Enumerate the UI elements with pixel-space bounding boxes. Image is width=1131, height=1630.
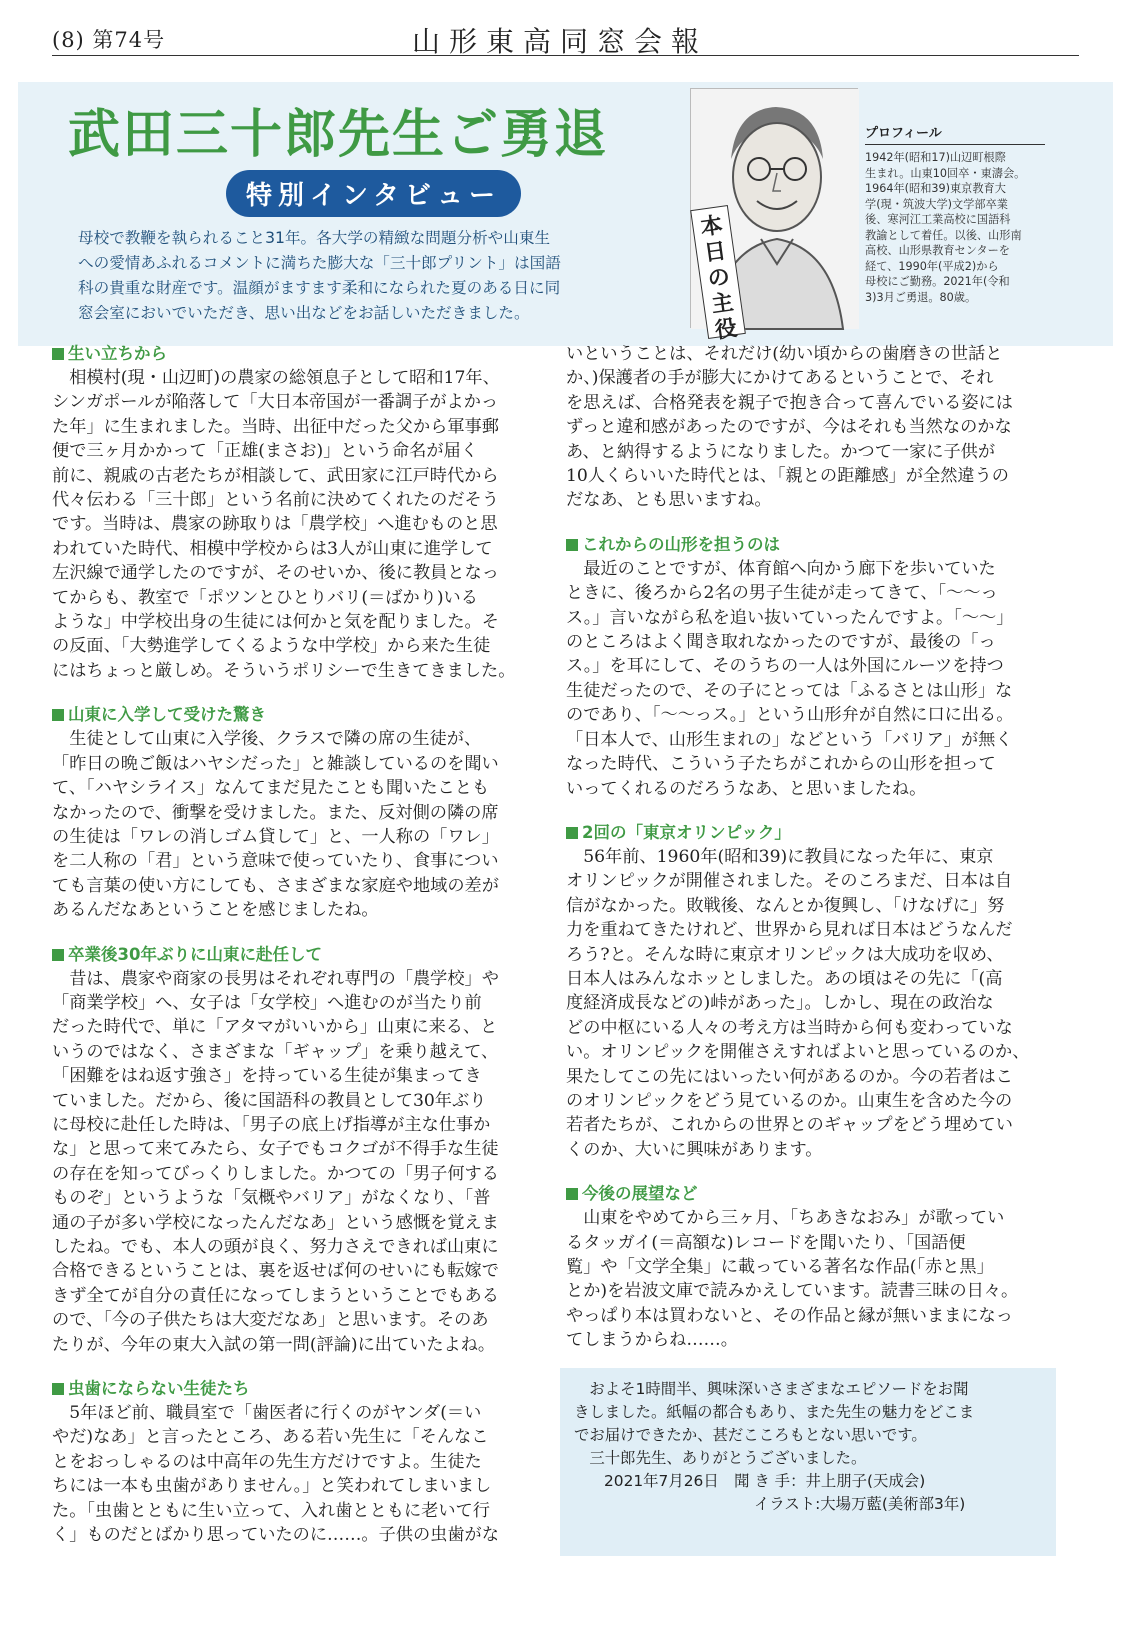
body-line: 代々伝わる「三十郎」という名前に決めてくれたのだそう	[52, 490, 499, 511]
body-line: な」と思って来てみたら、女子でもコクゴが不得手な生徒	[52, 1139, 499, 1160]
body-line: 前に、親戚の古老たちが相談して、武田家に江戸時代から	[52, 465, 499, 486]
body-line: たりが、今年の東大入試の第一問(評論)に出ていたよね。	[52, 1334, 496, 1355]
body-line: を二人称の「君」という意味で使っていたり、食事につい	[52, 851, 499, 872]
section-heading: 今後の展望など	[566, 1182, 1064, 1206]
profile-heading: プロフィール	[865, 122, 1045, 145]
body-line: のオリンピックをどう見ているのか。山東生を含めた今の	[566, 1090, 1013, 1111]
body-line: ものぞ」というような「気概やバリア」がなくなり、「普	[52, 1188, 491, 1209]
body-line: ちには一本も虫歯がありません。」と笑われてしまいまし	[52, 1476, 492, 1497]
body-line: あるんだなあということを感じましたね。	[52, 900, 379, 921]
lead-line: 母校で教鞭を執られること31年。各大学の精緻な問題分析や山東生	[78, 229, 551, 247]
portrait-illustration	[690, 88, 858, 344]
body-line: ときに、後ろから2名の男子生徒が走ってきて、「～～っ	[566, 583, 998, 604]
body-line: た年」に生まれました。当時、出征中だった父から軍事郵	[52, 416, 499, 437]
body-line: くのか、大いに興味があります。	[566, 1139, 823, 1160]
profile-text	[865, 150, 1045, 305]
profile-line: 経て、1990年(平成2)から	[865, 259, 999, 273]
body-line: 生徒として山東に入学後、クラスで隣の席の生徒が、	[52, 729, 482, 750]
body-line: どの中枢にいる人々の考え方は当時から何も変わっていな	[566, 1017, 1013, 1038]
body-line: 信がなかった。敗戦後、なんとか復興し、「けなげに」努	[566, 895, 1005, 916]
interview-date: 2021年7月26日 聞 き 手：井上朋子(天成会)	[604, 1472, 926, 1490]
closing-line: 三十郎先生、ありがとうございました。	[574, 1449, 867, 1467]
body-line: て、「ハヤシライス」なんてまだ見たことも聞いたことも	[52, 778, 490, 799]
body-line: とをおっしゃるのは中高年の先生方だけですよ。生徒た	[52, 1451, 482, 1472]
lead-line: への愛情あふれるコメントに満ちた膨大な「三十郎プリント」は国語	[78, 254, 561, 272]
body-line: とか)を岩波文庫で読みかえしています。読書三昧の日々。	[566, 1281, 1019, 1302]
portrait-sash: 本日の主役	[690, 205, 746, 339]
lead-line: 窓会室においでいただき、思い出などをお話しいただきました。	[78, 304, 530, 322]
body-line: 力を重ねてきたけれど、世界から見れば日本はどうなんだ	[566, 920, 1013, 941]
profile-line: 高校、山形県教育センターを	[865, 244, 1010, 257]
body-line: 56年前、1960年(昭和39)に教員になった年に、東京	[566, 846, 994, 867]
closing-line: でお届けできたか、甚だこころもとない思いです。	[574, 1426, 927, 1444]
body-line: あ、と納得するようになりました。かつて一家に子供が	[566, 441, 996, 462]
section-heading: 生い立ちから	[52, 342, 550, 366]
section-heading: 卒業後30年ぶりに山東に赴任して	[52, 943, 550, 967]
profile-line: 1964年(昭和39)東京教育大	[865, 182, 1006, 195]
body-line: 「日本人で、山形生まれの」などという「バリア」が無く	[566, 729, 1013, 750]
body-line: 日本人はみんなホッとしました。あの頃はその先に「(高	[566, 968, 1003, 989]
body-line: のところはよく聞き取れなかったのですが、最後の「っ	[566, 632, 996, 653]
profile-line: 生まれ。山東10回卒・東濤会。	[865, 166, 1026, 180]
body-line: 山東をやめてから三ヶ月、「ちあきなおみ」が歌ってい	[566, 1208, 1005, 1229]
body-line: 合格できるということは、裏を返せば何のせいにも転嫁で	[52, 1261, 499, 1282]
lead-line: 科の貴重な財産です。温顔がますます柔和になられた夏のある日に同	[78, 279, 561, 297]
body-line: 5年ほど前、職員室で「歯医者に行くのがヤンダ(＝い	[52, 1403, 482, 1424]
article-title: 武田三十郎先生ご勇退	[68, 105, 609, 165]
masthead	[52, 18, 1079, 56]
body-line: 10人くらいいた時代とは、「親との距離感」が全然違うの	[566, 466, 1009, 487]
body-line: い。オリンピックを開催さえすればよいと思っているのか、	[566, 1042, 1030, 1063]
body-line: 最近のことですが、体育館へ向かう廊下を歩いていた	[566, 558, 996, 579]
body-line: だなあ、とも思いますね。	[566, 490, 772, 511]
profile-line: 母校にご勤務。2021年(令和	[865, 275, 1010, 288]
body-line: シンガポールが陥落して「大日本帝国が一番調子がよかっ	[52, 392, 499, 413]
body-line: ていました。だから、後に国語科の教員として30年ぶり	[52, 1090, 487, 1111]
body-line: いということは、それだけ(幼い頃からの歯磨きの世話と	[566, 344, 1003, 364]
body-line: きず全てが自分の責任になってしまうということでもある	[52, 1285, 499, 1306]
interview-badge: 特別インタビュー	[226, 170, 521, 217]
closing-line: きしました。紙幅の都合もあり、また先生の魅力をどこま	[574, 1403, 975, 1421]
body-line: 便で三ヶ月かかって「正雄(まさお)」という命名が届く	[52, 441, 478, 462]
body-line: 「商業学校」へ、女子は「女学校」へ進むのが当たり前	[52, 992, 482, 1013]
body-line: いうのではなく、さまざまな「ギャップ」を乗り越えて、	[52, 1041, 499, 1062]
body-line: ずっと違和感があったのですが、今はそれも当然なのかな	[566, 417, 1012, 438]
body-line: 覧」や「文学全集」に載っている著名な作品(「赤と黒」	[566, 1257, 994, 1277]
body-line: た。「虫歯とともに生い立って、入れ歯とともに老いて行	[52, 1500, 490, 1521]
body-line: ろう?と。そんな時に東京オリンピックは大成功を収め、	[566, 944, 1004, 965]
body-line: 生徒だったので、その子にとっては「ふるさとは山形」な	[566, 680, 1013, 701]
body-line: なった時代、こういう子たちがこれからの山形を担って	[566, 754, 996, 775]
profile-line: 3)3月ご勇退。80歳。	[865, 290, 977, 304]
body-line: 若者たちが、これからの世界とのギャップをどう埋めてい	[566, 1115, 1013, 1136]
body-line: 「昨日の晩ご飯はハヤシだった」と雑談しているのを聞い	[52, 753, 499, 774]
lead-text	[78, 226, 678, 326]
section-heading: これからの山形を担うのは	[566, 533, 1064, 557]
body-line: 相模村(現・山辺町)の農家の総領息子として昭和17年、	[52, 368, 500, 388]
profile-line: 教諭として着任。以後、山形南	[865, 228, 1022, 242]
body-line: の存在を知ってびっくりしました。かつての「男子何する	[52, 1163, 499, 1184]
body-line: いってくれるのだろうなあ、と思いましたね。	[566, 778, 927, 799]
body-line: 果たしてこの先にはいったい何があるのか。今の若者はこ	[566, 1066, 1013, 1087]
body-line: に母校に赴任した時は、「男子の底上げ指導が主な仕事か	[52, 1114, 491, 1135]
body-line: やっぱり本は買わないと、その作品と縁が無いままになっ	[566, 1305, 1013, 1326]
body-line: 「困難をはね返す強さ」を持っている生徒が集まってき	[52, 1066, 482, 1087]
profile-line: 学(現・筑波大学)文学部卒業	[865, 197, 1008, 211]
section-heading: 山東に入学して受けた驚き	[52, 703, 550, 727]
body-line: 通の子が多い学校になったんだなあ」という感慨を覚えま	[52, 1212, 499, 1233]
right-column	[566, 342, 1064, 1353]
body-line: です。当時は、農家の跡取りは「農学校」へ進むものと思	[52, 514, 498, 535]
section-heading: 2回の「東京オリンピック」	[566, 821, 1064, 845]
body-line: を思えば、合格発表を親子で抱き合って喜んでいる姿には	[566, 392, 1013, 413]
body-line: にはちょっと厳しめ。そういうポリシーで生きてきました。	[52, 660, 516, 681]
body-line: 左沢線で通学したのですが、そのせいか、後に教員となっ	[52, 563, 499, 584]
body-line: われていた時代、相模中学校からは3人が山東に進学して	[52, 538, 493, 559]
body-line: だった時代で、単に「アタマがいいから」山東に来る、と	[52, 1017, 498, 1038]
body-line: したね。でも、本人の頭が良く、努力さえできれば山東に	[52, 1237, 499, 1257]
paper-name: 山形東高同窓会報	[412, 25, 709, 58]
body-line: るタッガイ(＝高額な)レコードを聞いたり、「国語便	[566, 1232, 966, 1253]
left-column	[52, 342, 550, 1547]
illustration-credit: イラスト:大場万藍(美術部3年)	[754, 1495, 966, 1513]
closing-line: およそ1時間半、興味深いさまざまなエピソードをお聞	[574, 1380, 969, 1398]
profile-line: 1942年(昭和17)山辺町根際	[865, 151, 1006, 164]
body-line: く」ものだとばかり思っていたのに……。子供の虫歯がな	[52, 1525, 499, 1546]
body-line: 度経済成長などの)峠があった」。しかし、現在の政治な	[566, 993, 994, 1014]
body-line: てからも、教室で「ポツンとひとりバリ(＝ばかり)いる	[52, 587, 478, 608]
body-line: やだ)なあ」と言ったところ、ある若い先生に「そんなこ	[52, 1427, 489, 1448]
body-line: の反面、「大勢進学してくるような中学校」から来た生徒	[52, 636, 491, 657]
body-line: オリンピックが開催されました。そのころまだ、日本は自	[566, 871, 1013, 892]
body-line: 昔は、農家や商家の長男はそれぞれ専門の「農学校」や	[52, 968, 499, 989]
profile-box	[865, 122, 1045, 305]
section-heading: 虫歯にならない生徒たち	[52, 1377, 550, 1401]
body-line: のであり、「～～っス。」という山形弁が自然に口に出る。	[566, 705, 1014, 726]
body-line: ス。」を耳にして、そのうちの一人は外国にルーツを持つ	[566, 656, 1004, 677]
body-line: の生徒は「ワレの消しゴム貸して」と、一人称の「ワレ」	[52, 826, 499, 847]
body-line: てしまうからね……。	[566, 1330, 738, 1351]
body-line: なかったので、衝撃を受けました。また、反対側の隣の席	[52, 802, 499, 823]
issue-number: (8) 第74号	[52, 28, 166, 52]
closing-box	[560, 1368, 1056, 1556]
profile-line: 後、寒河江工業高校に国語科	[865, 213, 1011, 226]
body-line: ような」中学校出身の生徒には何かと気を配りました。そ	[52, 612, 499, 633]
body-line: ので、「今の子供たちは大変だなあ」と思います。そのあ	[52, 1310, 489, 1331]
body-line: ス。」言いながら私を追い抜いていったんですよ。「～～」	[566, 607, 1014, 628]
body-line: か、)保護者の手が膨大にかけてあるということで、それ	[566, 368, 994, 389]
body-line: ても言葉の使い方にしても、さまざまな家庭や地域の差が	[52, 875, 499, 896]
